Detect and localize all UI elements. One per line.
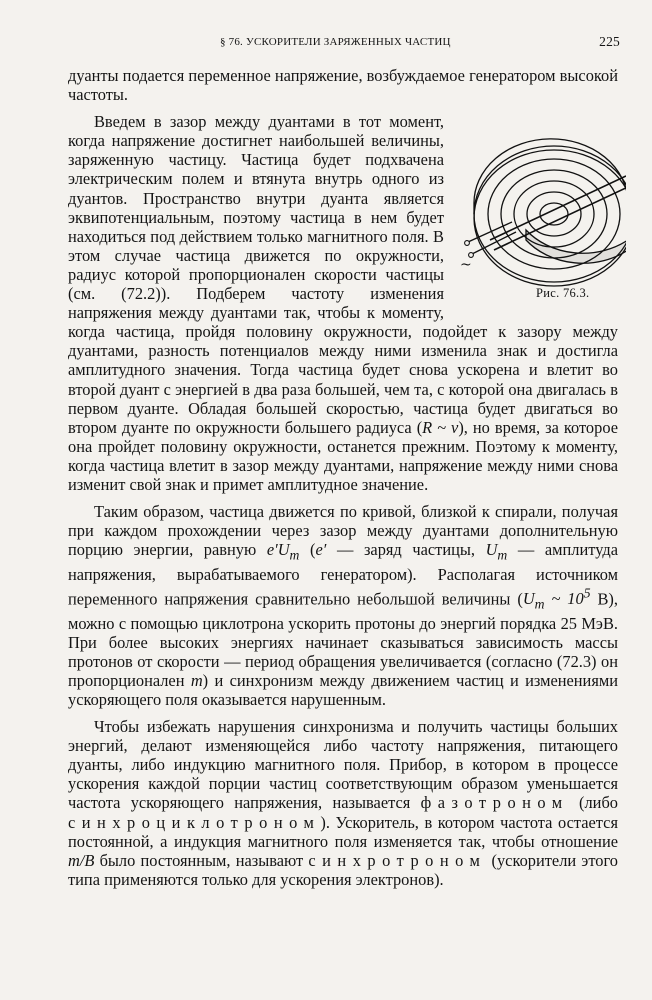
formula: $U_m$ [485,540,508,563]
cyclotron-dees-diagram [454,114,626,312]
formula: m/B [68,850,95,870]
ac-source-symbol: ~ [460,257,472,274]
formula: $U_m$ ~ $10^5$ [522,585,591,612]
paragraph: Таким образом, частица движется по кривой, близкой к спирали, получая при каждом прохождении через зазор между дуантами дополнительную порцию энергии, равную $e'U_m$ (e′ — заряд частицы, $U_m$ — амплитуда напряжения, вырабатываемого генератором). Располагая источником переменного напряжения сравнительно небольшой величины ($U_m$ ~ $10^5$ В), можно с помощью циклотрона ускорить протоны до энергий порядка 25 МэВ. При более высоких энергиях начинает сказываться зависимость массы протонов от скорости — период обращения увеличивается (согласно (72.3) он пропорционален m) и синхронизм между движением частиц и изменениями ускоряющего поля оказывается нарушенным. [68,502,619,709]
formula: m [190,670,203,690]
running-head [70,34,620,52]
formula: $e'U_m$ [266,540,300,563]
paragraph: ~ Рис. 76.3. Введем в зазор между дуантами в тот момент, когда напряжение достигнет наибольшей величины, заряженную частицу. Частица будет подхвачена электрическим полем и втянута внутрь одного из дуантов. Пространство внутри дуанта является эквипотенциальным, поэтому частица в нем будет находиться под действием только магнитного поля. В этом случае частица движется по окружности, радиус которой пропорционален скорости частицы (см. (72.2)). Подберем частоту изменения напряжения между дуантами так, чтобы к моменту, когда частица, пройдя половину окружности, подойдет к зазору между дуантами, разность потенциалов между ними изменила знак и достигла амплитудного значения. Тогда частица будет снова ускорена и влетит во второй дуант с энергией в два раза большей, чем та, с которой она двигалась в первом дуанте. Обладая большей скоростью, частица будет двигаться во втором дуанте по окружности большего радиуса (R ~ v), но время, за которое она пройдет половину окружности, останется прежним. Поэтому к моменту, когда частица влетит в зазор между дуантами, напряжение между ними снова изменит свой знак и примет амплитудное значение. [68,112,618,494]
formula: R ~ v [422,417,459,437]
body-text [68,66,618,889]
term-synchrotron: синхротроном [308,850,487,870]
section-title: § 76. УСКОРИТЕЛИ ЗАРЯЖЕННЫХ ЧАСТИЦ [220,36,451,48]
term-synchrocyclotron: синхроциклотроном [68,812,321,832]
figure-caption: Рис. 76.3. [536,286,590,301]
paragraph: дуанты подается переменное напряжение, возбуждаемое генератором высокой частоты. [68,66,618,105]
figure-76-3 [454,114,626,312]
formula: e′ [315,540,327,560]
paragraph: Чтобы избежать нарушения синхронизма и получить частицы больших энергий, делают изменяющейся либо частоту напряжения, питающего дуанты, либо индукцию магнитного поля. Прибор, в котором в процессе ускорения каждой порции частиц соответствующим образом уменьшается частота ускоряющего напряжения, называется фазотроном (либо синхроциклотроном). Ускоритель, в котором частота остается постоянной, а индукция магнитного поля изменяется так, чтобы отношение m/B было постоянным, называют синхротроном (ускорители этого типа применяются только для ускорения электронов). [68,717,618,889]
page-number: 225 [599,34,620,49]
term-phasotron: фазотроном [420,793,569,813]
